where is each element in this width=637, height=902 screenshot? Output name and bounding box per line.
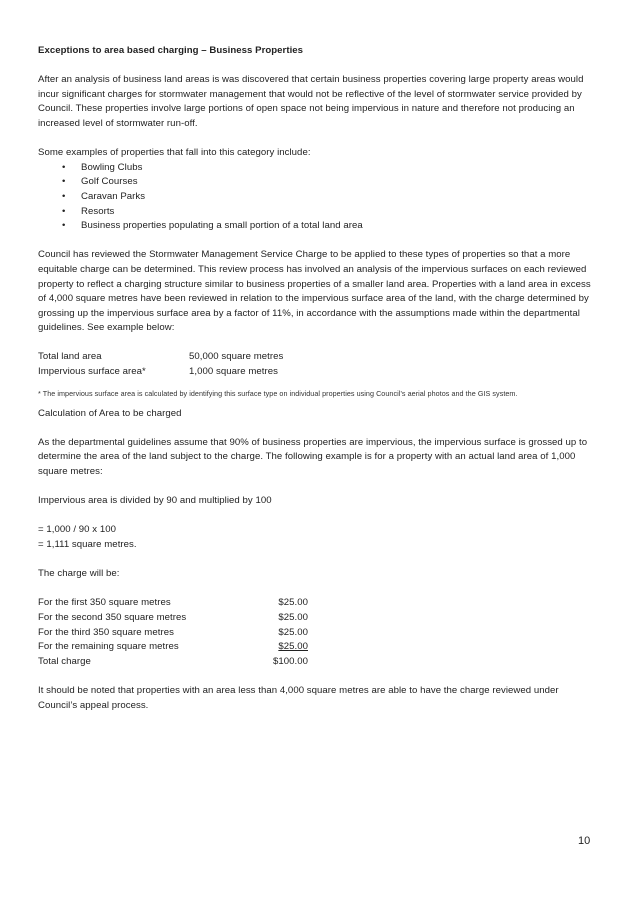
list-item: • Bowling Clubs — [62, 161, 596, 176]
list-item: • Caravan Parks — [62, 190, 596, 205]
charge-total-amount: $100.00 — [272, 655, 308, 667]
footnote: * The impervious surface area is calculated by identifying this surface type on individual properties using Council’s aerial photos and the GIS system. — [38, 388, 518, 398]
calc-heading: Calculation of Area to be charged — [38, 407, 182, 419]
calc-line: = 1,000 / 90 x 100 — [38, 524, 116, 536]
document-page — [38, 44, 596, 713]
closing-paragraph: It should be noted that properties with an area less than 4,000 square metres are able to have the charge reviewed under Council’s appeal process. — [38, 684, 559, 711]
charge-label: For the second 350 square metres — [38, 611, 187, 623]
calc-paragraph: As the departmental guidelines assume that 90% of business properties are impervious, the impervious surface is grossed up to determine the area of the land subject to the charge. The following example is for a property with an actual land area of 1,000 square metres: — [38, 436, 588, 478]
examples-intro: Some examples of properties that fall into this category include: — [38, 147, 311, 159]
charge-amount: $25.00 — [278, 611, 308, 623]
charge-intro: The charge will be: — [38, 568, 120, 580]
area-value: 1,000 square metres — [189, 366, 278, 378]
intro-paragraph: After an analysis of business land areas is was discovered that certain business properties covering large property areas would incur significant charges for stormwater management that would not be reflective of the level of stormwater service provided by Council. These properties involve large portions of open space not being impervious in nature and therefore not producing an increased level of stormwater run-off. — [38, 74, 584, 129]
area-label: Impervious surface area* — [38, 366, 146, 378]
charge-label: Total charge — [38, 655, 91, 667]
calc-rule: Impervious area is divided by 90 and multiplied by 100 — [38, 495, 272, 507]
calc-line: = 1,111 square metres. — [38, 539, 137, 550]
charge-label: For the third 350 square metres — [38, 626, 174, 638]
charge-total-row — [38, 655, 596, 670]
charge-label: For the remaining square metres — [38, 641, 179, 653]
charge-label: For the first 350 square metres — [38, 597, 171, 609]
examples-list — [38, 161, 596, 234]
page-number: 10 — [578, 835, 591, 847]
charge-row — [38, 611, 596, 626]
list-item: • Resorts — [62, 205, 596, 220]
section-heading: Exceptions to area based charging – Business Properties — [38, 45, 304, 56]
list-item: • Business properties populating a small portion of a total land area — [62, 219, 596, 234]
area-row — [38, 350, 596, 365]
charge-row — [38, 596, 596, 611]
charge-amount: $25.00 — [278, 626, 308, 638]
charge-amount: $25.00 — [278, 641, 308, 653]
area-value: 50,000 square metres — [189, 351, 284, 363]
area-label: Total land area — [38, 351, 102, 363]
area-row — [38, 365, 596, 380]
charge-row — [38, 626, 596, 641]
charge-amount: $25.00 — [278, 597, 308, 609]
charge-row — [38, 640, 596, 655]
list-item: • Golf Courses — [62, 175, 596, 190]
review-paragraph: Council has reviewed the Stormwater Management Service Charge to be applied to these types of properties so that a more equitable charge can be determined. This review process has involved an analysis of the impervious surfaces on each reviewed property to reflect a charging structure similar to business properties of a smaller land area. Properties with a land area in excess of 4,000 square metres have been reviewed in relation to the impervious surface area of the land, with the charge determined by grossing up the impervious surface area by a factor of 11%, in accordance with the assumptions made within the departmental guidelines. See example below: — [38, 249, 591, 334]
